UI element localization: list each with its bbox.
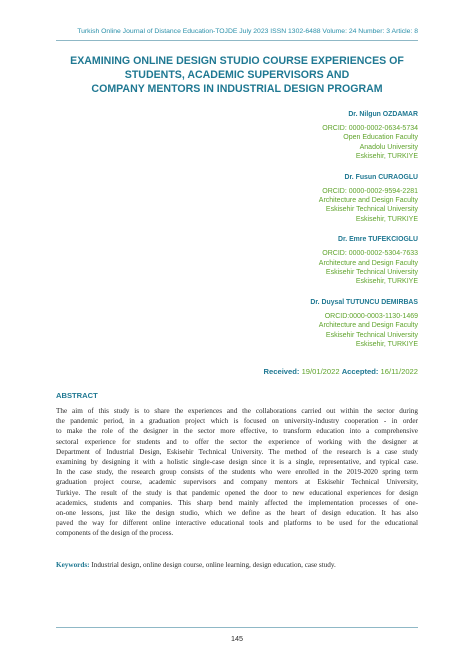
author-location: Eskisehir, TURKIYE: [355, 278, 418, 286]
abstract-line: paved the way for different online interactive educational tools and platforms to be used for the educational: [56, 519, 418, 528]
author-university: Eskisehir Technical University: [325, 331, 418, 339]
abstract-line: on-one lessons, just like the design studio, which we define as the heart of design education. It has also: [56, 509, 418, 518]
abstract-line: academics, students and companies. This sharp bend mainly affected the implementation processes of one-: [56, 498, 418, 507]
title-line: COMPANY MENTORS IN INDUSTRIAL DESIGN PROGRAM: [91, 83, 383, 95]
author-list: [118, 110, 418, 361]
author-orcid: ORCID: 0000-0002-5304-7633: [322, 250, 418, 258]
author-faculty: Architecture and Design Faculty: [318, 259, 418, 267]
title-line: STUDENTS, ACADEMIC SUPERVISORS AND: [124, 69, 350, 81]
paper-title: [40, 54, 434, 96]
journal-header: Turkish Online Journal of Distance Education-TOJDE July 2023 ISSN 1302-6488 Volume: 24 Number: 3 Article: 8: [77, 28, 418, 35]
abstract-line: Department of Industrial Design, Eskisehir Technical University. The method of the research is a case study: [56, 447, 418, 456]
accepted-date: 16/11/2022: [380, 367, 418, 376]
abstract-line: the pandemic period, in a graduation project which is focused on university-industry cooperation - in order: [56, 417, 418, 426]
abstract-body: [56, 406, 418, 539]
author-name: Dr. Nilgun OZDAMAR: [348, 111, 418, 118]
received-label: Received:: [263, 367, 300, 376]
author-name: Dr. Emre TUFEKCIOGLU: [337, 236, 418, 244]
keywords-text: Industrial design, online design course, online learning, design education, case study.: [89, 561, 336, 569]
abstract-line: The aim of this study is to share the experiences and the collaborations carried out within the sector during: [56, 407, 418, 415]
author-block: [118, 235, 418, 287]
author-university: Anadolu University: [359, 143, 418, 151]
abstract-line: components of the design of the process.: [56, 529, 174, 538]
author-name: Dr. Fusun CURAOGLU: [344, 173, 418, 181]
abstract-line: examining by designing it with a holistic single-case design since it is a single, representative, and typical case.: [56, 458, 418, 467]
header-rule: [56, 40, 418, 41]
title-line: EXAMINING ONLINE DESIGN STUDIO COURSE EXPERIENCES OF: [70, 55, 404, 67]
abstract-line: In the case study, the research group consists of the students who were enrolled in the 2019-2020 spring term: [56, 468, 418, 477]
abstract-line: graduation project course, academic supervisors and company mentors at Eskisehir Technical University,: [56, 478, 418, 487]
author-location: Eskisehir, TURKIYE: [355, 215, 418, 223]
abstract-line: to make the role of the designer in the sector more effective, to transform education into a comprehensive: [56, 427, 418, 436]
page-number: 145: [231, 634, 243, 643]
abstract-line: sectoral experience for students and to offer the sector the experience of working with the designer at: [56, 437, 418, 446]
author-block: [118, 173, 418, 225]
abstract-line: Turkiye. The result of the study is that pandemic opened the door to new educational experiences for design: [56, 488, 418, 497]
received-date: 19/01/2022: [301, 367, 340, 376]
author-university: Eskisehir Technical University: [325, 269, 418, 277]
author-faculty: Architecture and Design Faculty: [318, 322, 418, 330]
author-orcid: ORCID: 0000-0002-9594-2281: [322, 187, 418, 195]
author-location: Eskisehir, TURKIYE: [355, 341, 418, 349]
keywords: [56, 561, 418, 569]
keywords-label: Keywords:: [56, 561, 90, 569]
author-orcid: ORCID: 0000-0002-0634-5734: [322, 125, 418, 132]
author-location: Eskisehir, TURKIYE: [355, 153, 418, 161]
footer-rule: [56, 627, 418, 628]
author-faculty: Open Education Faculty: [343, 134, 418, 142]
author-block: [118, 110, 418, 162]
author-faculty: Architecture and Design Faculty: [318, 197, 418, 205]
author-university: Eskisehir Technical University: [325, 206, 418, 214]
author-block: [118, 298, 418, 350]
abstract-heading: ABSTRACT: [56, 391, 98, 400]
author-name: Dr. Duysal TUTUNCU DEMIRBAS: [310, 298, 418, 306]
submission-dates: [264, 367, 418, 376]
accepted-label: Accepted:: [341, 367, 379, 376]
author-orcid: ORCID:0000-0003-1130-1469: [324, 312, 418, 320]
